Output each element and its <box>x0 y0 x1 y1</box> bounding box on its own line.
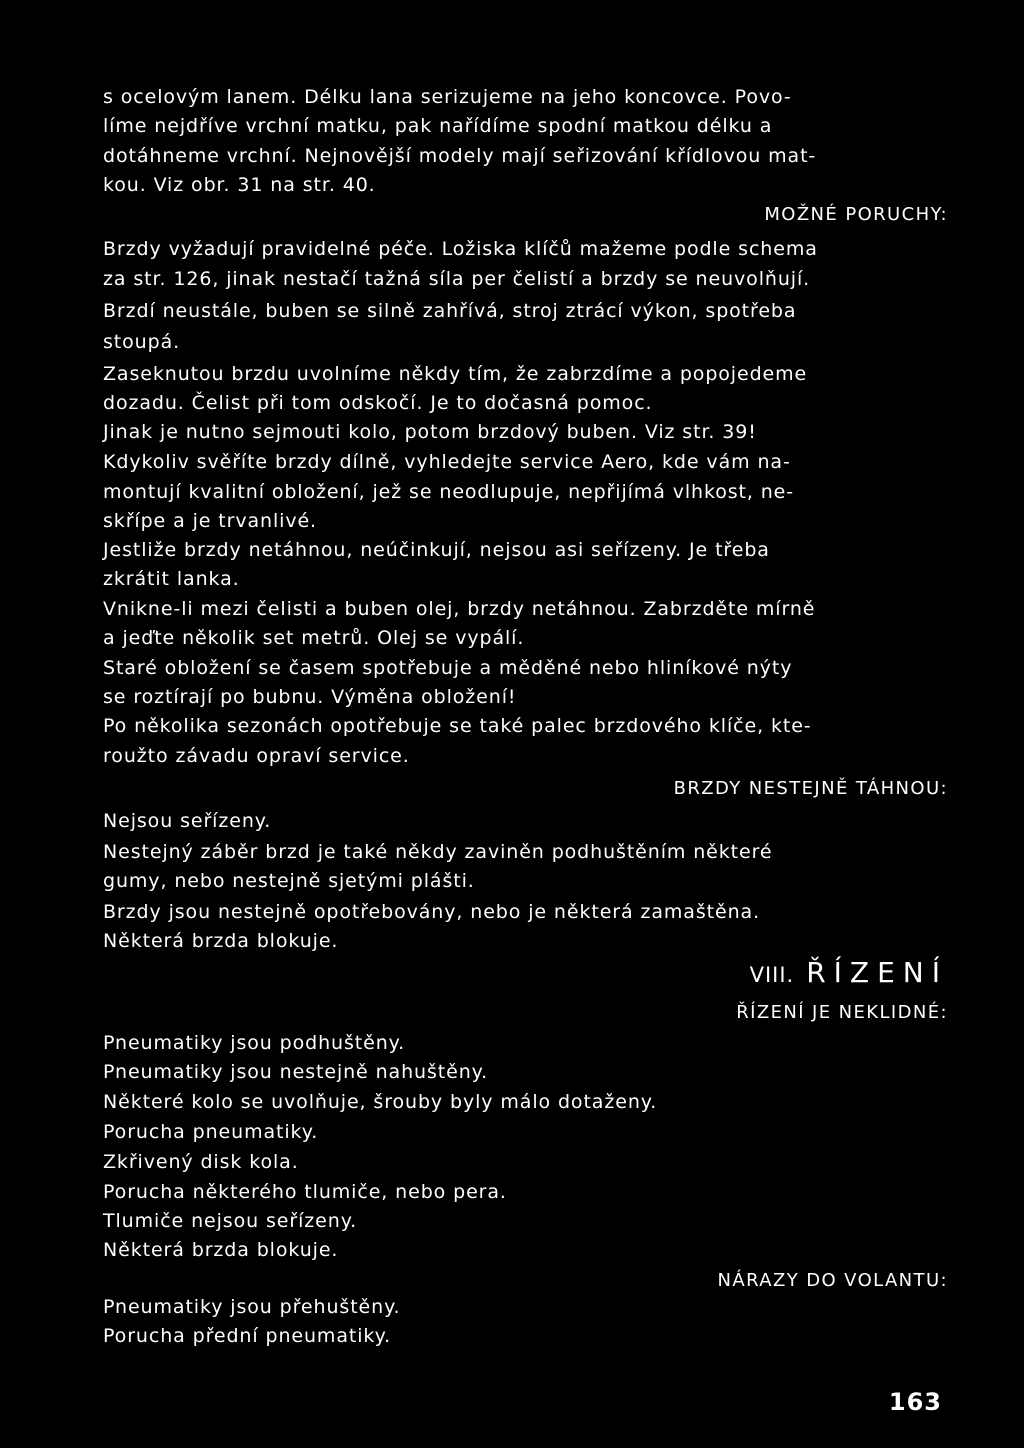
text-line: dotáhneme vrchní. Nejnovější modely mají seřizování křídlovou mat- <box>103 145 817 167</box>
text-line: Jestliže brzdy netáhnou, neúčinkují, nejsou asi seřízeny. Je třeba <box>103 539 770 561</box>
text-line: Některé kolo se uvolňuje, šrouby byly málo dotaženy. <box>103 1091 658 1113</box>
text-line: Pneumatiky jsou podhuštěny. <box>103 1032 406 1054</box>
text-line: skřípe a je trvanlivé. <box>103 510 317 532</box>
text-line: líme nejdříve vrchní matku, pak nařídíme spodní matkou délku a <box>103 115 773 137</box>
chapter-heading <box>750 956 948 992</box>
text-line: Pneumatiky jsou nestejně nahuštěny. <box>103 1061 489 1083</box>
text-line: Zkřivený disk kola. <box>103 1151 299 1173</box>
text-line: Tlumiče nejsou seřízeny. <box>103 1210 358 1232</box>
text-line: zkrátit lanka. <box>103 568 240 590</box>
section-heading-possible-faults: MOŽNÉ PORUCHY: <box>764 204 948 225</box>
text-line: Některá brzda blokuje. <box>103 930 339 952</box>
text-line: s ocelovým lanem. Délku lana serizujeme na jeho koncovce. Povo- <box>103 86 792 108</box>
text-line: a jeďte několik set metrů. Olej se vypálí. <box>103 627 525 649</box>
chapter-number: VIII. <box>749 963 795 987</box>
page-number: 163 <box>888 1388 942 1416</box>
text-line: Po několika sezonách opotřebuje se také palec brzdového klíče, kte- <box>103 715 812 737</box>
text-line: montují kvalitní obložení, jež se neodlupuje, nepřijímá vlhkost, ne- <box>103 481 795 503</box>
text-line: Kdykoliv svěříte brzdy dílně, vyhledejte service Aero, kde vám na- <box>103 451 791 473</box>
text-line: za str. 126, jinak nestačí tažná síla per čelistí a brzdy se neuvolňují. <box>103 268 811 290</box>
text-line: dozadu. Čelist při tom odskočí. Je to dočasná pomoc. <box>103 392 653 414</box>
text-line: roužto závadu opraví service. <box>103 745 410 767</box>
text-line: kou. Viz obr. 31 na str. 40. <box>103 174 376 196</box>
text-line: Vnikne-li mezi čelisti a buben olej, brzdy netáhnou. Zabrzděte mírně <box>103 598 816 620</box>
text-line: Brzdy jsou nestejně opotřebovány, nebo je některá zamaštěna. <box>103 901 761 923</box>
text-line: Některá brzda blokuje. <box>103 1239 339 1261</box>
section-heading-unsteady-steering: ŘÍZENÍ JE NEKLIDNÉ: <box>736 1002 948 1023</box>
text-line: Nejsou seřízeny. <box>103 810 272 832</box>
section-heading-uneven-brakes: BRZDY NESTEJNĚ TÁHNOU: <box>673 778 948 799</box>
text-line: Zaseknutou brzdu uvolníme někdy tím, že zabrzdíme a popojedeme <box>103 363 808 385</box>
text-line: Nestejný záběr brzd je také někdy zaviněn podhuštěním některé <box>103 841 773 863</box>
text-line: se roztírají po bubnu. Výměna obložení! <box>103 686 517 708</box>
section-heading-steering-shocks: NÁRAZY DO VOLANTU: <box>717 1270 948 1291</box>
text-line: gumy, nebo nestejně sjetými plášti. <box>103 870 475 892</box>
text-line: stoupá. <box>103 331 181 353</box>
text-line: Porucha přední pneumatiky. <box>103 1325 392 1347</box>
text-line: Brzdí neustále, buben se silně zahřívá, stroj ztrácí výkon, spotřeba <box>103 300 797 322</box>
text-line: Staré obložení se časem spotřebuje a měděné nebo hliníkové nýty <box>103 657 793 679</box>
text-line: Pneumatiky jsou přehuštěny. <box>103 1296 401 1318</box>
text-line: Porucha některého tlumiče, nebo pera. <box>103 1181 507 1203</box>
text-line: Porucha pneumatiky. <box>103 1121 319 1143</box>
chapter-title: ŘÍZENÍ <box>806 956 948 989</box>
text-line: Jinak je nutno sejmouti kolo, potom brzdový buben. Viz str. 39! <box>103 421 757 443</box>
text-line: Brzdy vyžadují pravidelné péče. Ložiska klíčů mažeme podle schema <box>103 238 818 260</box>
